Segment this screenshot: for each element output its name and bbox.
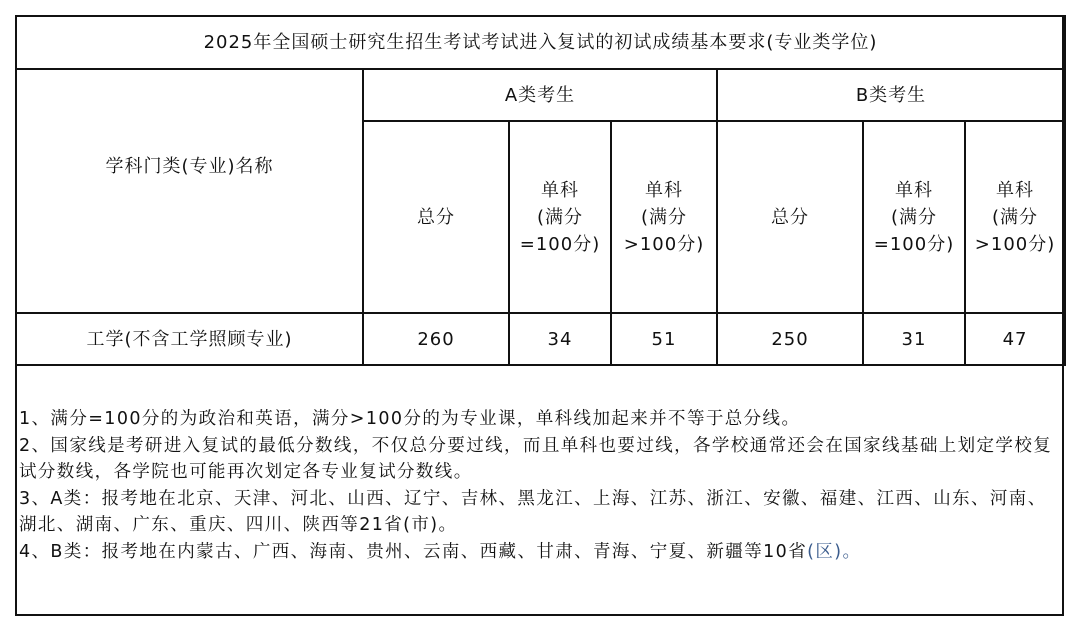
b-single-gt100-value: 47: [965, 313, 1065, 365]
a-single-gt100-header: 单科 (满分 >100分): [611, 121, 717, 313]
b-single-gt100-header: 单科 (满分 >100分): [965, 121, 1065, 313]
notes-section: [19, 406, 1061, 565]
note-4-region: (区)。: [807, 541, 862, 562]
a-single-gt100-value: 51: [611, 313, 717, 365]
b-single-100-value: 31: [863, 313, 965, 365]
note-3: 3、A类：报考地在北京、天津、河北、山西、辽宁、吉林、黑龙江、上海、江苏、浙江、安徽、福建、江西、山东、河南、湖北、湖南、广东、重庆、四川、陕西等21省(市)。: [19, 488, 1047, 535]
note-4: [19, 539, 1061, 566]
a-total-value: 260: [363, 313, 509, 365]
group-a-header: A类考生: [363, 69, 717, 121]
subject-column-header: 学科门类(专业)名称: [16, 69, 363, 313]
table-title: 2025年全国硕士研究生招生考试考试进入复试的初试成绩基本要求(专业类学位): [16, 16, 1065, 69]
table-row: [16, 313, 1065, 365]
b-single-100-header: 单科 (满分 =100分): [863, 121, 965, 313]
a-single-100-value: 34: [509, 313, 611, 365]
a-total-header: 总分: [363, 121, 509, 313]
note-4-text: 4、B类：报考地在内蒙古、广西、海南、贵州、云南、西藏、甘肃、青海、宁夏、新疆等10省: [19, 541, 808, 562]
a-single-100-header: 单科 (满分 =100分): [509, 121, 611, 313]
b-total-header: 总分: [717, 121, 863, 313]
note-2: 2、国家线是考研进入复试的最低分数线，不仅总分要过线，而且单科也要过线，各学校通常还会在国家线基础上划定学校复试分数线，各学院也可能再次划定各专业复试分数线。: [19, 435, 1053, 482]
score-table: [15, 15, 1066, 366]
note-1: 1、满分=100分的为政治和英语，满分>100分的为专业课，单科线加起来并不等于总分线。: [19, 409, 801, 429]
b-total-value: 250: [717, 313, 863, 365]
row-subject-name: 工学(不含工学照顾专业): [16, 313, 363, 365]
group-b-header: B类考生: [717, 69, 1065, 121]
